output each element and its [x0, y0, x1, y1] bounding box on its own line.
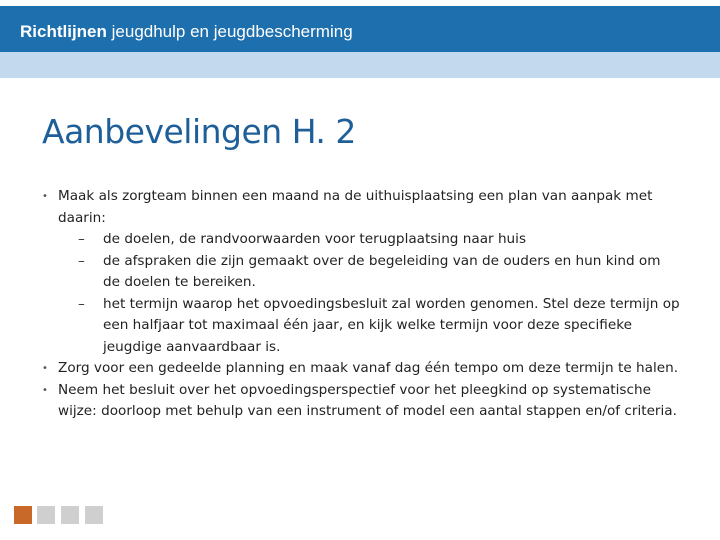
bullet-text: Maak als zorgteam binnen een maand na de uithuisplaatsing een plan van aanpak met daarin: [58, 188, 653, 226]
footer-square [85, 506, 103, 524]
bullet-item [40, 358, 680, 380]
bullet-item [40, 380, 680, 423]
footer-square [37, 506, 55, 524]
slide-title: Aanbevelingen H. 2 [42, 112, 356, 151]
brand-title [20, 23, 353, 40]
sub-bullet-item: – de doelen, de randvoorwaarden voor terugplaatsing naar huis [103, 229, 680, 251]
sub-bullet-item: – de afspraken die zijn gemaakt over de begeleiding van de ouders en hun kind om de doelen te bereiken. [103, 251, 680, 294]
bullet-list [40, 186, 680, 423]
header-bar [0, 6, 720, 52]
sub-bullet-list [58, 229, 680, 358]
bullet-item [40, 186, 680, 358]
bullet-text: Neem het besluit over het opvoedingsperspectief voor het pleegkind op systematische wijze: doorloop met behulp van een instrument of model een aantal stappen en/of criteria. [58, 381, 677, 419]
slide-content [40, 186, 680, 423]
footer-square-accent [14, 506, 32, 524]
header-subbar [0, 52, 720, 78]
brand-title-bold: Richtlijnen [20, 22, 107, 41]
footer-square [61, 506, 79, 524]
brand-title-rest: jeugdhulp en jeugdbescherming [106, 22, 353, 41]
sub-bullet-item: – het termijn waarop het opvoedingsbesluit zal worden genomen. Stel deze termijn op een halfjaar tot maximaal één jaar, en kijk welke termijn voor deze specifieke jeugdige aanvaardbaar is. [103, 294, 680, 359]
bullet-text: Zorg voor een gedeelde planning en maak vanaf dag één tempo om deze termijn te halen. [58, 360, 679, 376]
